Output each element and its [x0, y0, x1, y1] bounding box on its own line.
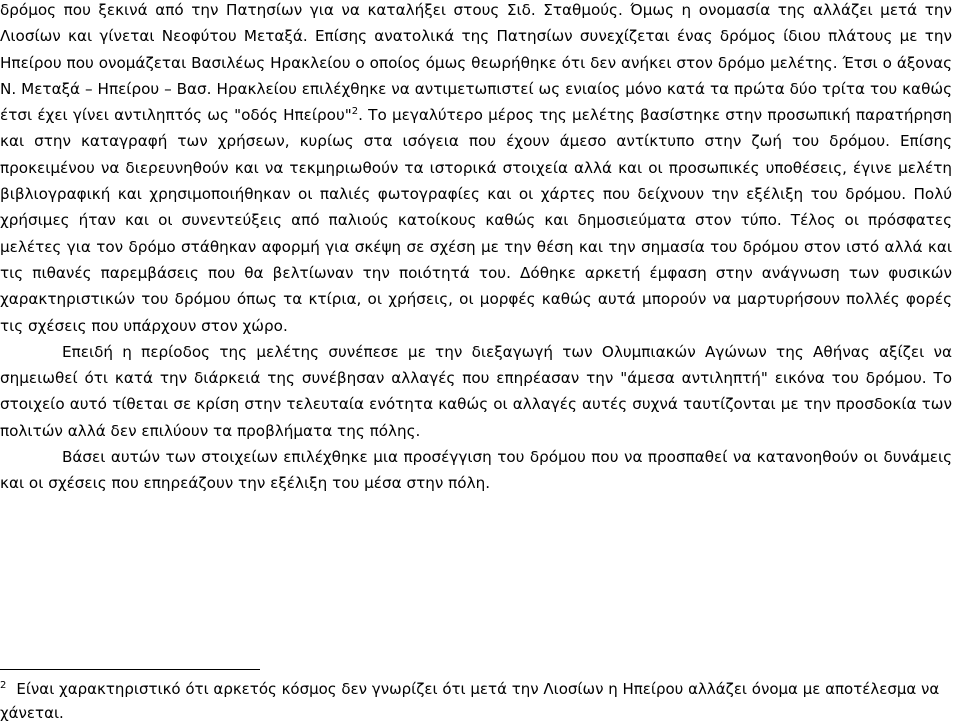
footnote-reference[interactable]: 2	[351, 106, 359, 118]
paragraph-olympics	[0, 339, 952, 444]
footnote-separator	[0, 669, 260, 670]
footnote-text: Είναι χαρακτηριστικό ότι αρκετός κόσμος δεν γνωρίζει ότι μετά την Λιοσίων η Ηπείρου αλλάζει όνομα με αποτέλεσμα να χάνεται.	[0, 680, 940, 722]
paragraph-text-continued: . Το μεγαλύτερο μέρος της μελέτης βασίστηκε στην προσωπική παρατήρηση και στην καταγραφή των χρήσεων, κυρίως στα ισόγεια που έχουν άμεσο αντίκτυπο στην ζωή του δρόμου. Επίσης προκειμένου να διερευνηθούν και να τεκμηριωθούν τα ιστορικά στοιχεία αλλά και οι προσωπικές υποθέσεις, έγινε μελέτη βιβλιογραφική και χρησιμοποιήθηκαν οι παλιές φωτογραφίες και οι χάρτες που δείχνουν την εξέλιξη του δρόμου. Πολύ χρήσιμες ήταν και οι συνεντεύξεις από παλιούς κατοίκους καθώς και δημοσιεύματα στον τύπο. Τέλος οι πρόσφατες μελέτες για τον δρόμο στάθηκαν αφορμή για σκέψη σε σχέση με την θέση και την σημασία του δρόμου στον ιστό αλλά και τις πιθανές παρεμβάσεις που θα βελτίωναν την ποιότητά του. Δόθηκε αρκετή έμφαση στην ανάγνωση των φυσικών χαρακτηριστικών του δρόμου όπως τα κτίρια, οι χρήσεις, οι μορφές καθώς αυτά μπορούν να μαρτυρήσουν πολλές φορές τις σχέσεις που υπάρχουν στον χώρο.	[0, 106, 952, 335]
paragraph-text: Επειδή η περίοδος της μελέτης συνέπεσε με την διεξαγωγή των Ολυμπιακών Αγώνων της Αθήνας αξίζει να σημειωθεί ότι κατά την διάρκειά της συνέβησαν αλλαγές που επηρέασαν την "άμεσα αντιληπτή" εικόνα του δρόμου. Το στοιχείο αυτό τίθεται σε κρίση στην τελευταία ενότητα καθώς οι αλλαγές αυτές συχνά ταυτίζονται με την προσδοκία των πολιτών αλλά δεν επιλύουν τα προβλήματα της πόλης.	[0, 342, 952, 440]
paragraph-text: δρόμος που ξεκινά από την Πατησίων για να καταλήξει στους Σιδ. Σταθμούς. Όμως η ονομασία της αλλάζει μετά την Λιοσίων και γίνεται Νεοφύτου Μεταξά. Επίσης ανατολικά της Πατησίων συνεχίζεται ένας δρόμος ίδιου πλάτους με την Ηπείρου που ονομάζεται Βασιλέως Ηρακλείου ο οποίος όμως θεωρήθηκε ότι δεν ανήκει στον δρόμο μελέτης. Έτσι ο άξονας Ν. Μεταξά – Ηπείρου – Βασ. Ηρακλείου επιλέχθηκε να αντιμετωπιστεί ως ενιαίος μόνο κατά τα πρώτα δύο τρίτα του καθώς έτσι έχει γίνει αντιληπτός ως "οδός Ηπείρου"	[0, 1, 952, 125]
paragraph-approach	[0, 444, 952, 497]
paragraph-methodology	[0, 0, 952, 339]
footnote	[0, 677, 952, 725]
paragraph-text: Βάσει αυτών των στοιχείων επιλέχθηκε μια προσέγγιση του δρόμου που να προσπαθεί να κατανοηθούν οι δυνάμεις και οι σχέσεις που επηρεάζουν την εξέλιξη του μέσα στην πόλη.	[0, 448, 952, 493]
footnote-number: 2	[0, 680, 7, 691]
